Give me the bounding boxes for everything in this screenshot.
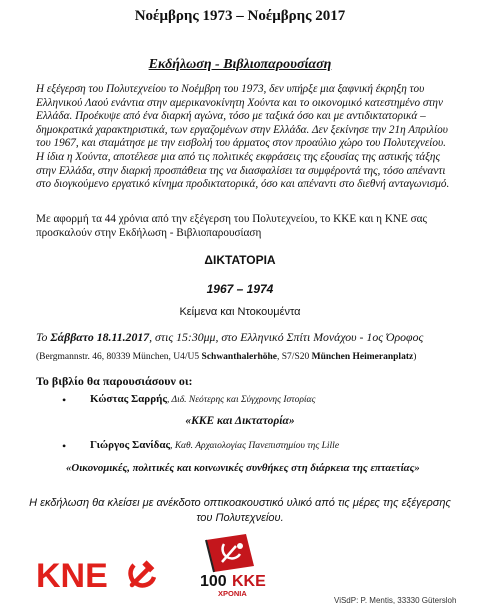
paragraph-line: στην Ελλάδα, στην διαρκή προσπάθεια της να διασφαλίσει τα συμφέροντά της, τόσο απέναντι [36, 164, 446, 177]
date-bold: Σάββατο 18.11.2017 [50, 330, 150, 344]
page-title: Νοέμβρης 1973 – Νοέμβρης 2017 [134, 8, 346, 24]
book-subtitle: Κείμενα και Ντοκουμέντα [179, 306, 301, 318]
paragraph-line: Ελλάδα. Προέκυψε από ένα διαρκή αγώνα, τόσο με ταξικά όσο και με αντιδικτατορικά – [36, 110, 426, 123]
presenter-name: Κώστας Σαρρής [90, 393, 167, 405]
bullet-icon: • [62, 393, 67, 407]
paragraph-line: Η ίδια η Χούντα, αποτέλεσε μια από τις πολιτικές εκφράσεις της εξουσίας της αστικής τάξης [36, 150, 441, 163]
address-station: München Heimeranplatz [311, 352, 414, 362]
kne-logo [36, 555, 156, 600]
date-suffix: , στις 15:30μμ, στο Ελληνικό Σπίτι Μονάχου - 1ος Όροφος [149, 330, 424, 344]
paragraph-line: προσκαλούν στην Εκδήλωση - Βιβλιοπαρουσίαση [36, 226, 262, 239]
closing-note [0, 496, 480, 525]
book-title: ΔΙΚΤΑΤΟΡΙΑ [204, 253, 276, 267]
presenter-2-talk: «Οικονομικές, πολιτικές και κοινωνικές συνθήκες στη διάρκεια της επταετίας» [66, 462, 420, 474]
paragraph-line: Με αφορμή τα 44 χρόνια από την εξέγερση του Πολυτεχνείου, το ΚΚΕ και η ΚΝΕ σας [36, 213, 427, 225]
presenter-1 [90, 393, 315, 405]
event-date [36, 330, 423, 345]
event-title: Εκδήλωση - Βιβλιοπαρουσίαση [148, 57, 332, 72]
kke-letters: ΚΚΕ [232, 573, 266, 590]
presenters-heading: Το βιβλίο θα παρουσιάσουν οι: [36, 374, 193, 388]
closing-line: του Πολυτεχνείου. [196, 511, 284, 524]
address-part: ) [413, 352, 417, 362]
address-part: (Bergmannstr. 46, 80339 München, U4/U5 [36, 352, 202, 362]
paragraph-line: Η εξέγερση του Πολυτεχνείου το Νοέμβρη του 1973, δεν υπήρξε μια ξαφνική έκρηξη του [36, 83, 425, 95]
date-prefix: Το [36, 330, 51, 344]
hammer-sickle-icon [131, 560, 155, 585]
invitation-paragraph [36, 213, 452, 240]
address-part: , S7/S20 [277, 352, 312, 362]
presenter-name: Γιώργος Σανίδας [90, 439, 171, 451]
flag-icon [206, 534, 254, 572]
kne-logo-graphic [36, 555, 156, 595]
intro-paragraph [36, 83, 452, 192]
paragraph-line: στο διογκούμενο εργατικό κίνημα προδικτατορικά, όσο και απέναντι στο διεθνή ανταγωνισμό. [36, 178, 450, 191]
event-address [36, 352, 416, 362]
presenter-2 [90, 439, 339, 451]
closing-line: Η εκδήλωση θα κλείσει με ανέκδοτο οπτικοακουστικό υλικό από τις μέρες της εξέγερσης [29, 497, 451, 509]
paragraph-line: του 1967, και σταμάτησε με την εισβολή του άρματος στον προαύλιο χώρο του Πολυτεχνείου. [36, 137, 446, 150]
paragraph-line: Ελληνικού Λαού ενάντια στην αμερικανοκίνητη Χούντα και το οικονομικό κατεστημένο στην [36, 96, 443, 109]
kke-years-label: ΧΡΟΝΙΑ [218, 589, 247, 598]
kke-100-logo [196, 532, 292, 603]
kke-100-logo-graphic [196, 532, 292, 598]
presenter-role: , Διδ. Νεότερης και Σύγχρονης Ιστορίας [166, 395, 316, 405]
paragraph-line: δημοκρατικά χαρακτηριστικά, των εργαζομένων στην Ελλάδα. Δεν ξεκίνησε την 21η Απριλίου [36, 123, 448, 136]
kne-logo-text: ΚΝΕ [36, 557, 108, 595]
presenter-role: , Καθ. Αρχαιολογίας Πανεπιστημίου της Lille [170, 441, 340, 451]
visdp-note: ViSdP: P. Mentis, 33330 Gütersloh [334, 596, 457, 605]
kke-100-number: 100 [200, 573, 227, 590]
address-station: Schwanthalerhöhe [201, 352, 278, 362]
bullet-icon: • [62, 439, 67, 453]
book-years: 1967 – 1974 [206, 282, 274, 296]
presenter-1-talk: «ΚΚΕ και Δικτατορία» [185, 415, 295, 427]
